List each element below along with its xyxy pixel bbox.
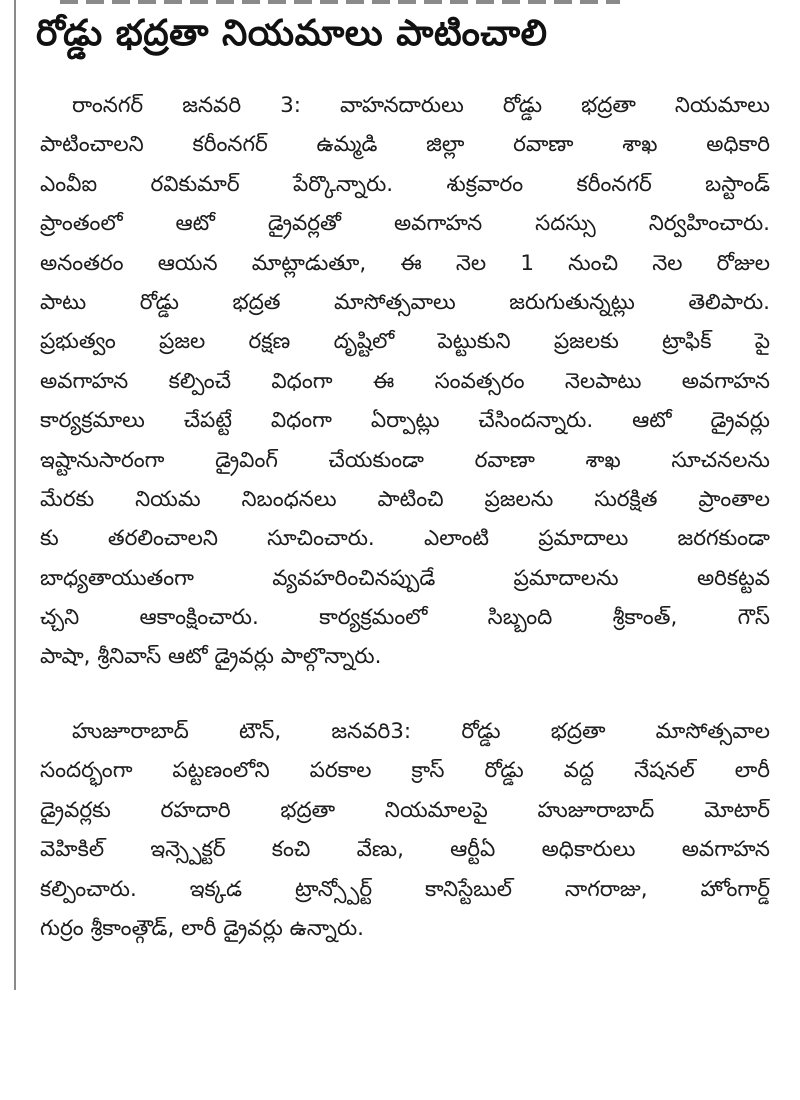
story-line: మేరకు నియమ నిబంధనలు పాటించి ప్రజలను సురక్షిత ప్రాంతాల [40, 486, 770, 512]
story-line: ఎంవీఐ రవికుమార్ పేర్కొన్నారు. శుక్రవారం కరీంనగర్ బస్టాండ్ [40, 171, 770, 197]
story-line: పాటు రోడ్డు భద్రత మాసోత్సవాలు జరుగుతున్నట్లు తెలిపారు. [40, 289, 770, 315]
story-line: వెహికిల్ ఇన్స్పెక్టర్ కంచి వేణు, ఆర్టీఏ అధికారులు అవగాహన [40, 837, 770, 863]
story-line: కార్యక్రమాలు చేపట్టే విధంగా ఏర్పాట్లు చేసిందన్నారు. ఆటో డ్రైవర్లు [40, 408, 770, 434]
story-line: బాధ్యతాయుతంగా వ్యవహరించినప్పుడే ప్రమాదాలను అరికట్టవ [40, 565, 770, 591]
column-divider [14, 0, 16, 990]
story-line: ఇష్టానుసారంగా డ్రైవింగ్ చేయకుండా రవాణా శాఖ సూచనలను [40, 447, 770, 473]
article-headline: రోడ్డు భద్రతా నియమాలు పాటించాలి [36, 13, 548, 54]
story-line: చ్చని ఆకాంక్షించారు. కార్యక్రమంలో సిబ్బంది శ్రీకాంత్, గౌస్ [40, 605, 770, 631]
story-line: కల్పించారు. ఇక్కడ ట్రాన్స్పోర్ట్ కానిస్టేబుల్ నాగరాజు, హోంగార్డ్ [40, 876, 770, 902]
story-line: కు తరలించాలని సూచించారు. ఎలాంటి ప్రమాదాలు జరగకుండా [40, 526, 770, 552]
story-line: ప్రభుత్వం ప్రజల రక్షణ దృష్టిలో పెట్టుకుని ప్రజలకు ట్రాఫిక్ పై [40, 329, 770, 355]
story-line: అవగాహన కల్పించే విధంగా ఈ సంవత్సరం నెలపాటు అవగాహన [40, 368, 770, 394]
story-line: గుర్రం శ్రీకాంత్గౌడ్, లారీ డ్రైవర్లు ఉన్నారు. [40, 915, 364, 941]
story-ramnagar [40, 86, 770, 677]
story-line: పాటించాలని కరీంనగర్ ఉమ్మడి జిల్లా రవాణా శాఖ అధికారి [40, 132, 770, 158]
story-line: ప్రాంతంలో ఆటో డ్రైవర్లతో అవగాహన సదస్సు నిర్వహించారు. [40, 211, 770, 237]
story-line: సందర్భంగా పట్టణంలోని పరకాల క్రాస్ రోడ్డు వద్ద నేషనల్ లారీ [40, 758, 770, 784]
previous-article-edge [60, 0, 620, 4]
story-line: హుజూరాబాద్ టౌన్, జనవరి3: రోడ్డు భద్రతా మాసోత్సవాల [72, 719, 770, 744]
story-line: రాంనగర్ జనవరి 3: వాహనదారులు రోడ్డు భద్రతా నియమాలు [72, 93, 770, 118]
story-line: అనంతరం ఆయన మాట్లాడుతూ, ఈ నెల 1 నుంచి నెల రోజుల [40, 250, 770, 276]
story-huzurabad [40, 712, 770, 948]
story-line: డ్రైవర్లకు రహదారి భద్రతా నియమాలపై హుజూరాబాద్ మోటార్ [40, 797, 770, 823]
story-line: పాషా, శ్రీనివాస్ ఆటో డ్రైవర్లు పాల్గొన్నారు. [40, 644, 382, 670]
